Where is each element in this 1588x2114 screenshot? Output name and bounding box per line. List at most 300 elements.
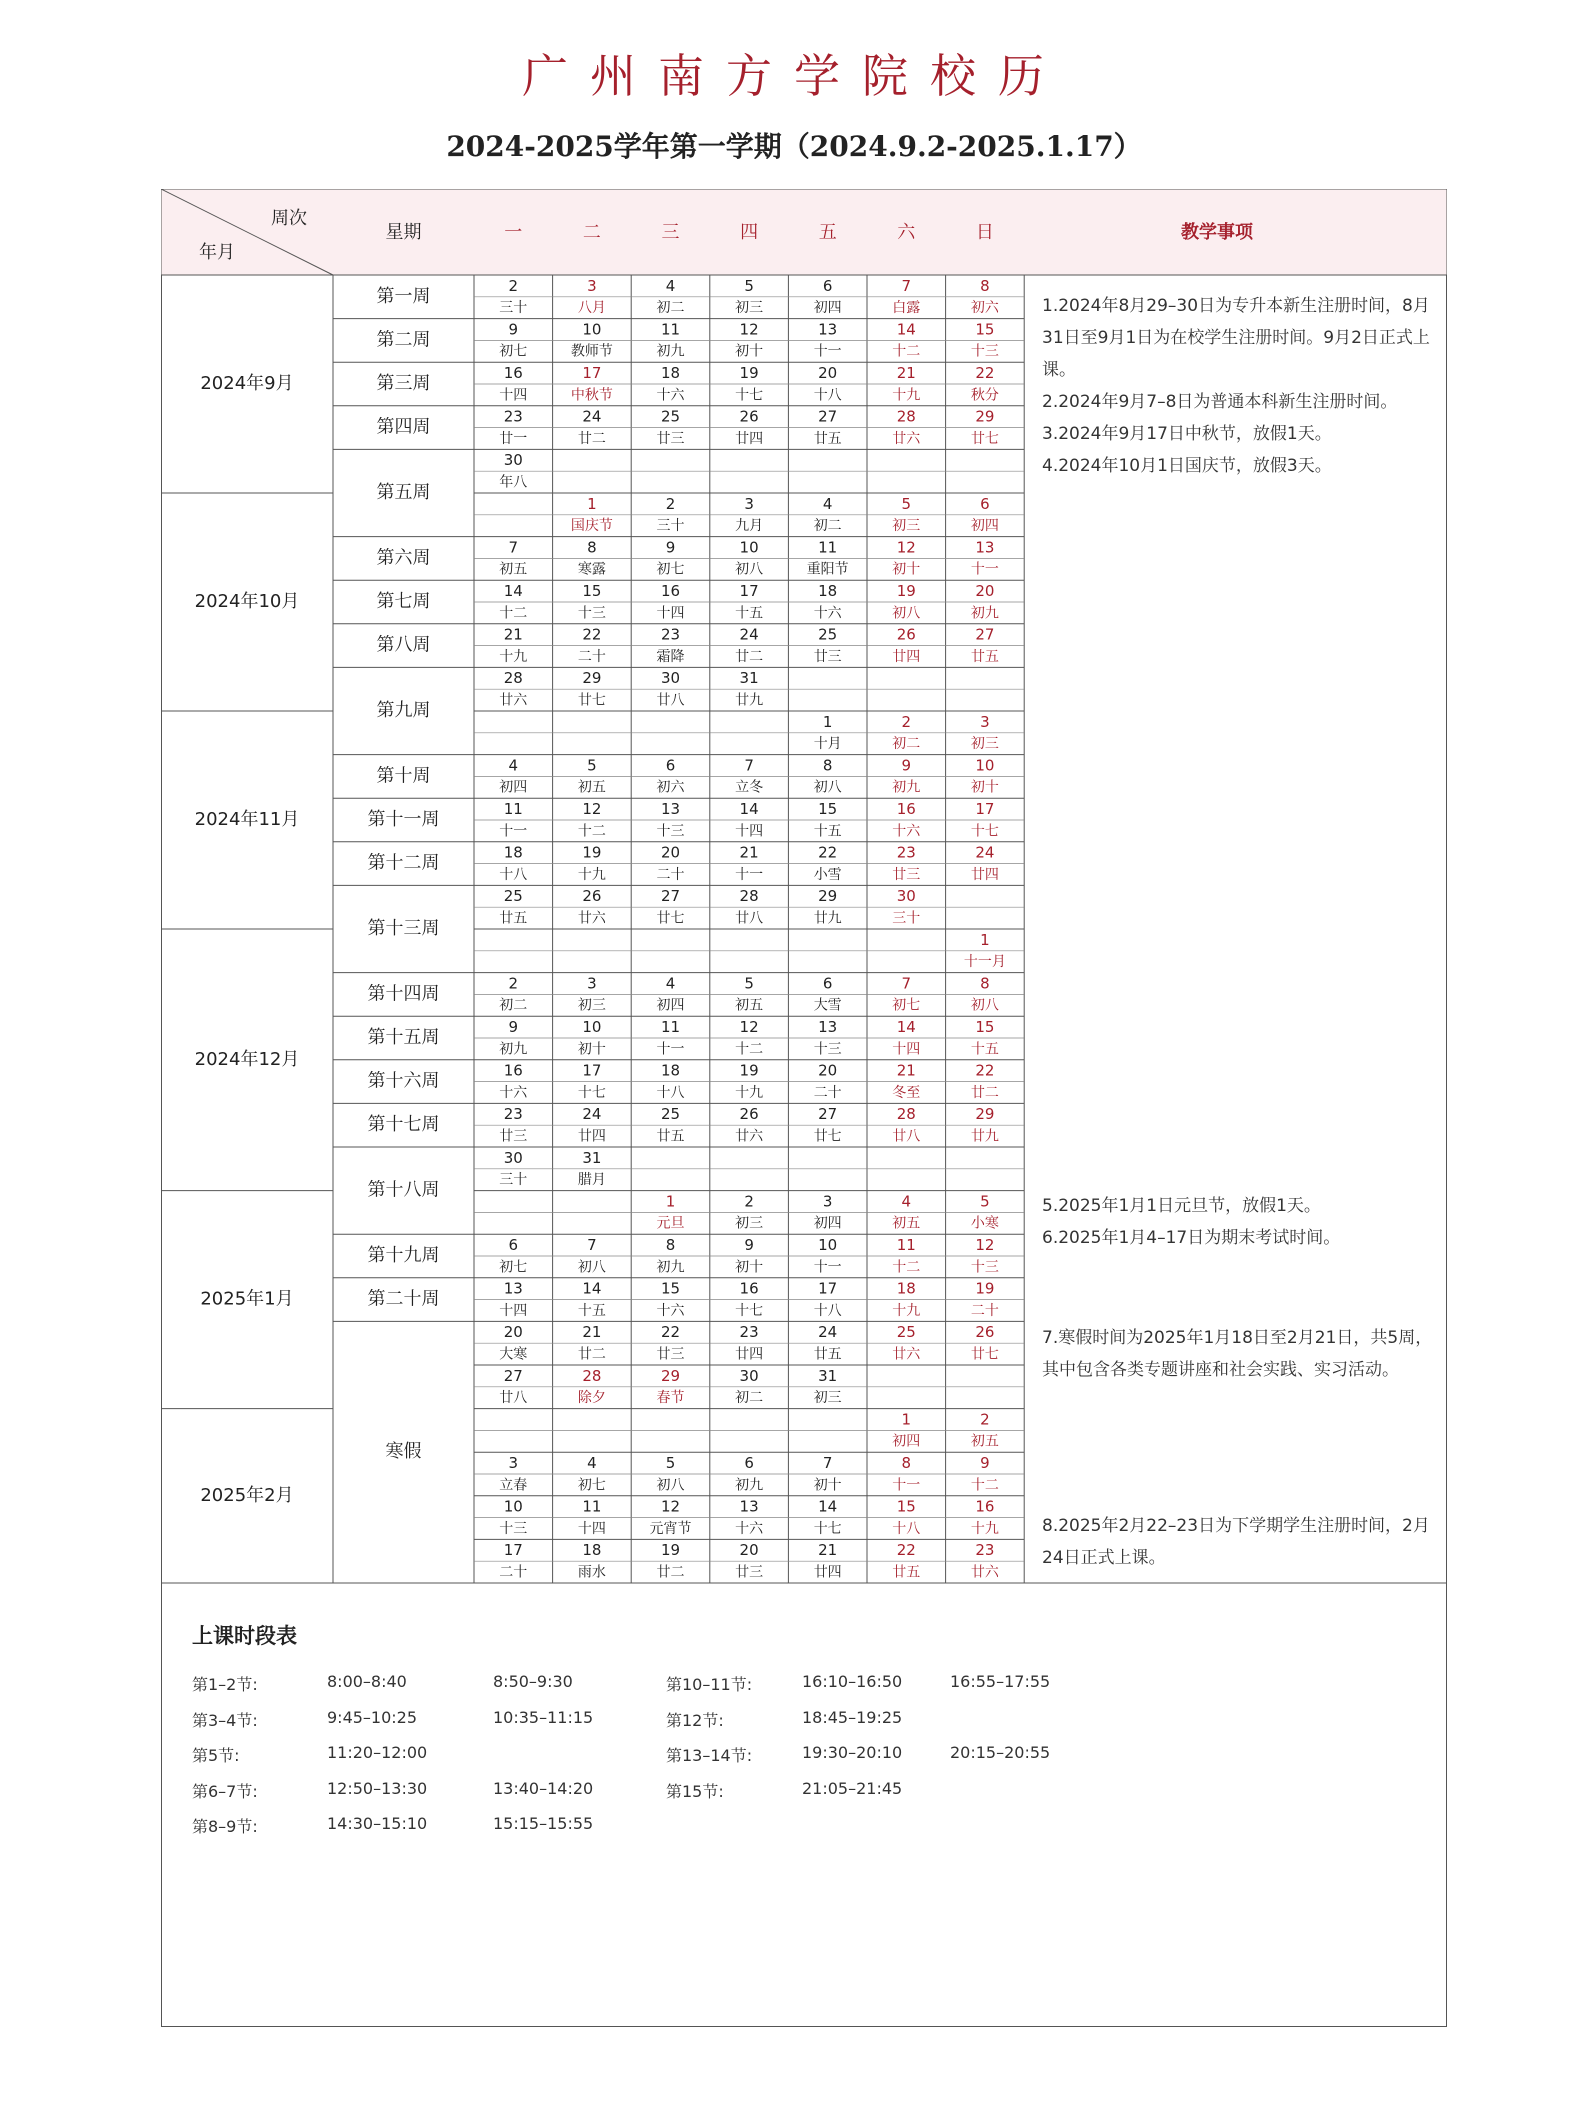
lunar-label: 廿七: [970, 430, 999, 447]
lunar-label: 初二: [499, 997, 528, 1014]
lunar-label: 廿六: [577, 910, 606, 927]
day-number: 13: [818, 1018, 838, 1037]
day-number: 19: [739, 364, 759, 383]
schedule-time: 14:30–15:10: [327, 1814, 428, 1833]
lunar-label: 霜降: [656, 648, 685, 665]
day-number: 7: [744, 756, 754, 775]
schedule-time: 8:50–9:30: [493, 1672, 573, 1691]
day-number: 29: [975, 1105, 995, 1124]
lunar-label: 初二: [656, 300, 685, 317]
schedule-time: 16:10–16:50: [802, 1672, 903, 1691]
day-number: 29: [582, 669, 602, 688]
day-number: 11: [818, 538, 838, 557]
lunar-label: 十九: [499, 648, 528, 665]
lunar-label: 国庆节: [570, 518, 613, 535]
day-number: 4: [508, 756, 519, 775]
lunar-label: 初七: [656, 561, 685, 578]
day-number: 30: [739, 1366, 759, 1385]
lunar-label: 元旦: [656, 1215, 685, 1232]
week-label: 第三周: [376, 373, 431, 394]
schedule-period: 第12节:: [666, 1710, 724, 1730]
lunar-label: 十一: [813, 1259, 842, 1276]
lunar-label: 十二: [499, 605, 528, 622]
lunar-label: 初三: [735, 300, 764, 317]
lunar-label: 廿二: [970, 1084, 999, 1101]
day-number: 16: [975, 1497, 995, 1516]
lunar-label: 十二: [892, 1259, 921, 1276]
day-number: 28: [896, 1105, 916, 1124]
day-number: 4: [665, 276, 676, 295]
lunar-label: 十三: [577, 605, 606, 622]
notes-group-3: [1042, 1322, 1437, 1386]
day-number: 26: [739, 1105, 759, 1124]
lunar-label: 初六: [970, 300, 999, 317]
note-item: 5.2025年1月1日元旦节，放假1天。: [1042, 1196, 1321, 1216]
day-number: 12: [660, 1497, 681, 1516]
lunar-label: 十月: [813, 736, 842, 753]
day-number: 12: [739, 320, 759, 339]
day-number: 3: [587, 974, 597, 993]
day-header-6: 六: [897, 222, 916, 243]
lunar-label: 初三: [892, 518, 921, 535]
day-number: 7: [587, 1236, 597, 1255]
day-number: 22: [975, 364, 995, 383]
schedule-period: 第15节:: [666, 1781, 724, 1801]
lunar-label: 初三: [577, 997, 606, 1014]
lunar-label: 初七: [499, 1259, 528, 1276]
day-number: 10: [503, 1497, 523, 1516]
month-label: 2025年2月: [200, 1484, 294, 1506]
lunar-label: 中秋节: [570, 387, 613, 404]
month-label: 2024年9月: [200, 373, 294, 394]
note-item: 3.2024年9月17日中秋节，放假1天。: [1042, 424, 1332, 444]
day-number: 10: [975, 756, 995, 775]
lunar-label: 十八: [656, 1084, 685, 1101]
week-label: 第一周: [376, 285, 431, 307]
lunar-label: 廿七: [577, 692, 606, 709]
day-header-3: 三: [661, 222, 680, 243]
day-number: 25: [660, 407, 681, 426]
day-number: 24: [582, 407, 602, 426]
week-label: 第五周: [376, 482, 431, 503]
lunar-label: 廿一: [499, 430, 528, 447]
lunar-label: 十九: [892, 1302, 921, 1319]
lunar-label: 十五: [735, 605, 764, 622]
week-label: 第十一周: [367, 809, 440, 830]
day-number: 22: [818, 843, 838, 862]
day-number: 28: [503, 669, 523, 688]
day-number: 28: [739, 887, 759, 906]
day-number: 18: [818, 582, 838, 601]
day-number: 27: [818, 407, 838, 426]
day-number: 18: [660, 1061, 681, 1080]
day-number: 23: [975, 1541, 995, 1560]
notes-group-2: [1042, 1190, 1442, 1254]
lunar-label: 初五: [499, 561, 528, 578]
lunar-label: 十七: [577, 1084, 606, 1101]
schedule-title: 上课时段表: [192, 1624, 297, 1648]
school-title: 广州南方学院校历: [522, 49, 1066, 103]
day-number: 13: [975, 538, 995, 557]
lunar-label: 三十: [499, 1172, 528, 1189]
lunar-label: 廿三: [499, 1128, 528, 1145]
lunar-label: 十一: [970, 561, 999, 578]
schedule-time: 16:55–17:55: [950, 1672, 1051, 1691]
day-number: 9: [744, 1236, 754, 1255]
lunar-label: 初九: [656, 343, 685, 360]
day-number: 8: [980, 276, 990, 295]
lunar-label: 三十: [656, 518, 685, 535]
day-number: 6: [822, 276, 833, 295]
lunar-label: 廿八: [656, 692, 685, 709]
lunar-label: 十一: [813, 343, 842, 360]
month-label: 2024年12月: [194, 1048, 300, 1070]
day-number: 14: [739, 800, 759, 819]
day-number: 23: [739, 1323, 759, 1342]
day-number: 27: [660, 887, 681, 906]
day-number: 12: [739, 1018, 759, 1037]
lunar-label: 秋分: [970, 387, 999, 404]
day-number: 17: [503, 1541, 523, 1560]
lunar-label: 廿三: [735, 1564, 764, 1581]
day-number: 21: [896, 364, 916, 383]
lunar-label: 廿二: [577, 430, 606, 447]
lunar-label: 十六: [656, 387, 685, 404]
day-number: 24: [739, 625, 759, 644]
day-number: 2: [665, 494, 676, 513]
day-number: 8: [980, 974, 990, 993]
lunar-label: 初三: [735, 1215, 764, 1232]
lunar-label: 二十: [499, 1564, 528, 1581]
day-number: 17: [582, 364, 602, 383]
schedule-time: 10:35–11:15: [493, 1707, 594, 1727]
day-number: 16: [660, 582, 681, 601]
lunar-label: 十七: [735, 387, 764, 404]
schedule-period: 第10–11节:: [666, 1675, 753, 1694]
lunar-label: 腊月: [577, 1172, 606, 1189]
day-number: 4: [901, 1192, 912, 1211]
lunar-label: 十三: [970, 1259, 999, 1276]
week-label: 寒假: [385, 1441, 422, 1463]
lunar-label: 廿五: [499, 910, 528, 927]
day-number: 23: [896, 843, 916, 862]
lunar-label: 廿五: [656, 1128, 685, 1145]
lunar-label: 八月: [577, 300, 606, 317]
lunar-label: 初八: [577, 1259, 606, 1276]
lunar-label: 十五: [970, 1041, 999, 1058]
day-number: 24: [582, 1105, 602, 1124]
day-number: 16: [739, 1279, 759, 1298]
day-number: 10: [582, 320, 602, 339]
schedule-period: 第13–14节:: [666, 1746, 753, 1765]
day-number: 12: [582, 800, 602, 819]
day-number: 7: [822, 1454, 833, 1473]
day-number: 14: [896, 320, 916, 339]
month-label: 2024年11月: [194, 809, 300, 830]
day-number: 19: [975, 1279, 995, 1298]
day-number: 29: [818, 887, 838, 906]
day-number: 18: [660, 364, 681, 383]
day-number: 24: [818, 1323, 838, 1342]
lunar-label: 廿三: [813, 648, 842, 665]
day-number: 7: [901, 974, 912, 993]
lunar-label: 廿七: [813, 1128, 842, 1145]
lunar-label: 十六: [813, 605, 842, 622]
day-header-5: 五: [818, 222, 837, 243]
lunar-label: 十四: [499, 1302, 528, 1319]
day-number: 19: [896, 582, 916, 601]
lunar-label: 初八: [656, 1477, 685, 1494]
day-number: 21: [739, 843, 759, 862]
day-header-2: 二: [582, 222, 601, 243]
lunar-label: 廿五: [813, 1346, 842, 1363]
week-label: 第四周: [376, 416, 431, 438]
lunar-label: 廿八: [735, 910, 764, 927]
lunar-label: 十一月: [963, 954, 1006, 971]
day-number: 20: [818, 1061, 838, 1080]
schedule-time: 12:50–13:30: [327, 1778, 428, 1798]
lunar-label: 十九: [577, 866, 606, 883]
day-number: 15: [896, 1497, 916, 1516]
day-number: 17: [582, 1061, 602, 1080]
day-number: 16: [896, 800, 916, 819]
day-number: 8: [822, 756, 833, 775]
note-item: 7.寒假时间为2025年1月18日至2月21日，共5周，其中包含各类专题讲座和社会实践、实习活动。: [1042, 1328, 1433, 1380]
notes-column-label: 教学事项: [1181, 222, 1253, 243]
day-number: 12: [975, 1236, 995, 1255]
day-number: 11: [896, 1236, 916, 1255]
day-number: 14: [503, 582, 523, 601]
notes-group-4: [1042, 1510, 1442, 1574]
lunar-label: 大寒: [499, 1346, 528, 1363]
note-item: 6.2025年1月4–17日为期末考试时间。: [1042, 1228, 1341, 1248]
day-number: 2: [901, 712, 912, 731]
lunar-label: 十四: [656, 605, 685, 622]
month-label: 2024年10月: [194, 591, 300, 612]
week-label: 第十四周: [367, 983, 440, 1005]
lunar-label: 寒露: [577, 561, 606, 578]
day-header-4: 四: [740, 222, 759, 243]
schedule-time: 19:30–20:10: [802, 1743, 903, 1762]
day-number: 23: [503, 1105, 523, 1124]
week-label: 第十周: [376, 765, 431, 787]
day-number: 22: [896, 1541, 916, 1560]
lunar-label: 初十: [577, 1041, 606, 1058]
lunar-label: 春节: [656, 1390, 685, 1407]
day-number: 27: [503, 1366, 523, 1385]
day-number: 29: [660, 1366, 681, 1385]
note-item: 2.2024年9月7–8日为普通本科新生注册时间。: [1042, 392, 1398, 412]
day-number: 16: [503, 364, 523, 383]
lunar-label: 二十: [577, 648, 606, 665]
day-number: 13: [739, 1497, 759, 1516]
lunar-label: 初十: [735, 1259, 764, 1276]
day-number: 26: [896, 625, 916, 644]
table-header-bg: [162, 190, 1447, 276]
lunar-label: 十六: [656, 1302, 685, 1319]
lunar-label: 年八: [499, 474, 528, 491]
lunar-label: 初九: [970, 605, 999, 622]
week-label: 第十九周: [367, 1245, 440, 1266]
week-label: 第十三周: [367, 918, 440, 939]
lunar-label: 十九: [735, 1084, 764, 1101]
day-number: 7: [508, 538, 519, 557]
lunar-label: 廿九: [735, 692, 764, 709]
day-number: 31: [582, 1148, 602, 1167]
day-header-1: 一: [504, 222, 523, 243]
day-number: 3: [587, 276, 597, 295]
day-number: 21: [503, 625, 523, 644]
lunar-label: 十五: [813, 823, 842, 840]
day-number: 9: [980, 1454, 990, 1473]
lunar-label: 二十: [656, 866, 685, 883]
day-number: 26: [739, 407, 759, 426]
day-number: 11: [582, 1497, 602, 1516]
day-number: 8: [665, 1236, 676, 1255]
notes-group-1: [1042, 290, 1442, 482]
day-number: 21: [582, 1323, 602, 1342]
lunar-label: 廿五: [892, 1564, 921, 1581]
lunar-label: 初十: [813, 1477, 842, 1494]
lunar-label: 十九: [892, 387, 921, 404]
lunar-label: 雨水: [577, 1564, 606, 1581]
day-number: 25: [660, 1105, 681, 1124]
day-number: 21: [896, 1061, 916, 1080]
week-label: 第十六周: [367, 1070, 440, 1092]
day-header-7: 日: [975, 222, 994, 243]
lunar-label: 九月: [735, 518, 764, 535]
day-number: 28: [896, 407, 916, 426]
lunar-label: 十四: [499, 387, 528, 404]
day-number: 15: [975, 320, 995, 339]
day-number: 5: [744, 974, 754, 993]
day-number: 28: [582, 1366, 602, 1385]
day-number: 16: [503, 1061, 523, 1080]
lunar-label: 廿九: [970, 1128, 999, 1145]
lunar-label: 二十: [970, 1302, 999, 1319]
day-number: 20: [975, 582, 995, 601]
lunar-label: 廿六: [735, 1128, 764, 1145]
day-number: 1: [665, 1192, 676, 1211]
day-number: 8: [901, 1454, 912, 1473]
lunar-label: 十一: [656, 1041, 685, 1058]
lunar-label: 初九: [735, 1477, 764, 1494]
day-number: 31: [818, 1366, 838, 1385]
day-number: 9: [901, 756, 912, 775]
lunar-label: 十三: [970, 343, 999, 360]
day-number: 30: [660, 669, 681, 688]
lunar-label: 十七: [970, 823, 999, 840]
day-number: 8: [587, 538, 597, 557]
lunar-label: 二十: [813, 1084, 842, 1101]
lunar-label: 廿四: [892, 648, 921, 665]
lunar-label: 十八: [892, 1520, 921, 1537]
lunar-label: 廿四: [735, 430, 764, 447]
day-number: 4: [822, 494, 833, 513]
lunar-label: 初九: [656, 1259, 685, 1276]
week-label: 第十七周: [367, 1114, 440, 1136]
weekday-column-label: 星期: [385, 222, 422, 243]
day-number: 10: [739, 538, 759, 557]
lunar-label: 初四: [499, 779, 528, 796]
schedule-time: 11:20–12:00: [327, 1743, 428, 1762]
week-label: 第二周: [376, 329, 431, 351]
day-number: 14: [582, 1279, 602, 1298]
lunar-label: 小寒: [970, 1215, 999, 1232]
day-number: 18: [582, 1541, 602, 1560]
term-title: 2024-2025学年第一学期（2024.9.2-2025.1.17）: [446, 130, 1142, 163]
day-number: 20: [818, 364, 838, 383]
lunar-label: 初四: [813, 1215, 842, 1232]
lunar-label: 廿七: [656, 910, 685, 927]
day-number: 19: [582, 843, 602, 862]
day-number: 11: [660, 1018, 681, 1037]
lunar-label: 十二: [577, 823, 606, 840]
day-number: 4: [587, 1454, 597, 1473]
week-label: 第十二周: [367, 852, 440, 874]
day-number: 5: [980, 1192, 990, 1211]
day-number: 18: [896, 1279, 916, 1298]
lunar-label: 初九: [892, 779, 921, 796]
schedule-period: 第1–2节:: [192, 1675, 258, 1694]
day-number: 13: [818, 320, 838, 339]
lunar-label: 十二: [970, 1477, 999, 1494]
lunar-label: 廿四: [813, 1564, 842, 1581]
lunar-label: 廿六: [892, 1346, 921, 1363]
lunar-label: 教师节: [570, 343, 613, 360]
lunar-label: 十七: [735, 1302, 764, 1319]
day-number: 14: [896, 1018, 916, 1037]
lunar-label: 初二: [813, 518, 842, 535]
day-number: 2: [508, 276, 519, 295]
lunar-label: 十六: [735, 1520, 764, 1537]
lunar-label: 廿四: [735, 1346, 764, 1363]
lunar-label: 廿六: [499, 692, 528, 709]
lunar-label: 十三: [499, 1520, 528, 1537]
note-item: 8.2025年2月22–23日为下学期学生注册时间，2月24日正式上课。: [1042, 1516, 1430, 1568]
schedule-time: 21:05–21:45: [802, 1778, 903, 1798]
day-number: 21: [818, 1541, 838, 1560]
lunar-label: 十一: [735, 866, 764, 883]
day-number: 27: [818, 1105, 838, 1124]
schedule-time: 18:45–19:25: [802, 1707, 903, 1727]
lunar-label: 廿五: [970, 648, 999, 665]
schedule-period: 第8–9节:: [192, 1817, 258, 1836]
day-number: 10: [582, 1018, 602, 1037]
lunar-label: 重阳节: [806, 561, 849, 578]
day-number: 1: [980, 930, 990, 949]
lunar-label: 十三: [656, 823, 685, 840]
week-label: 第十八周: [367, 1179, 440, 1201]
schedule-period: 第6–7节:: [192, 1781, 258, 1801]
day-number: 6: [980, 494, 990, 513]
lunar-label: 廿八: [499, 1390, 528, 1407]
day-number: 2: [744, 1192, 754, 1211]
day-number: 23: [660, 625, 681, 644]
note-item: 1.2024年8月29–30日为专升本新生注册时间，8月31日至9月1日为在校学生注册时间。9月2日正式上课。: [1042, 296, 1430, 380]
day-number: 23: [503, 407, 523, 426]
lunar-label: 廿九: [813, 910, 842, 927]
day-number: 13: [660, 800, 681, 819]
schedule-period: 第5节:: [192, 1746, 240, 1765]
week-label: 第七周: [376, 591, 431, 612]
lunar-label: 初八: [892, 605, 921, 622]
lunar-label: 十二: [892, 343, 921, 360]
lunar-label: 大雪: [813, 997, 842, 1014]
day-number: 3: [980, 712, 990, 731]
day-number: 1: [901, 1410, 912, 1429]
day-number: 6: [665, 756, 676, 775]
